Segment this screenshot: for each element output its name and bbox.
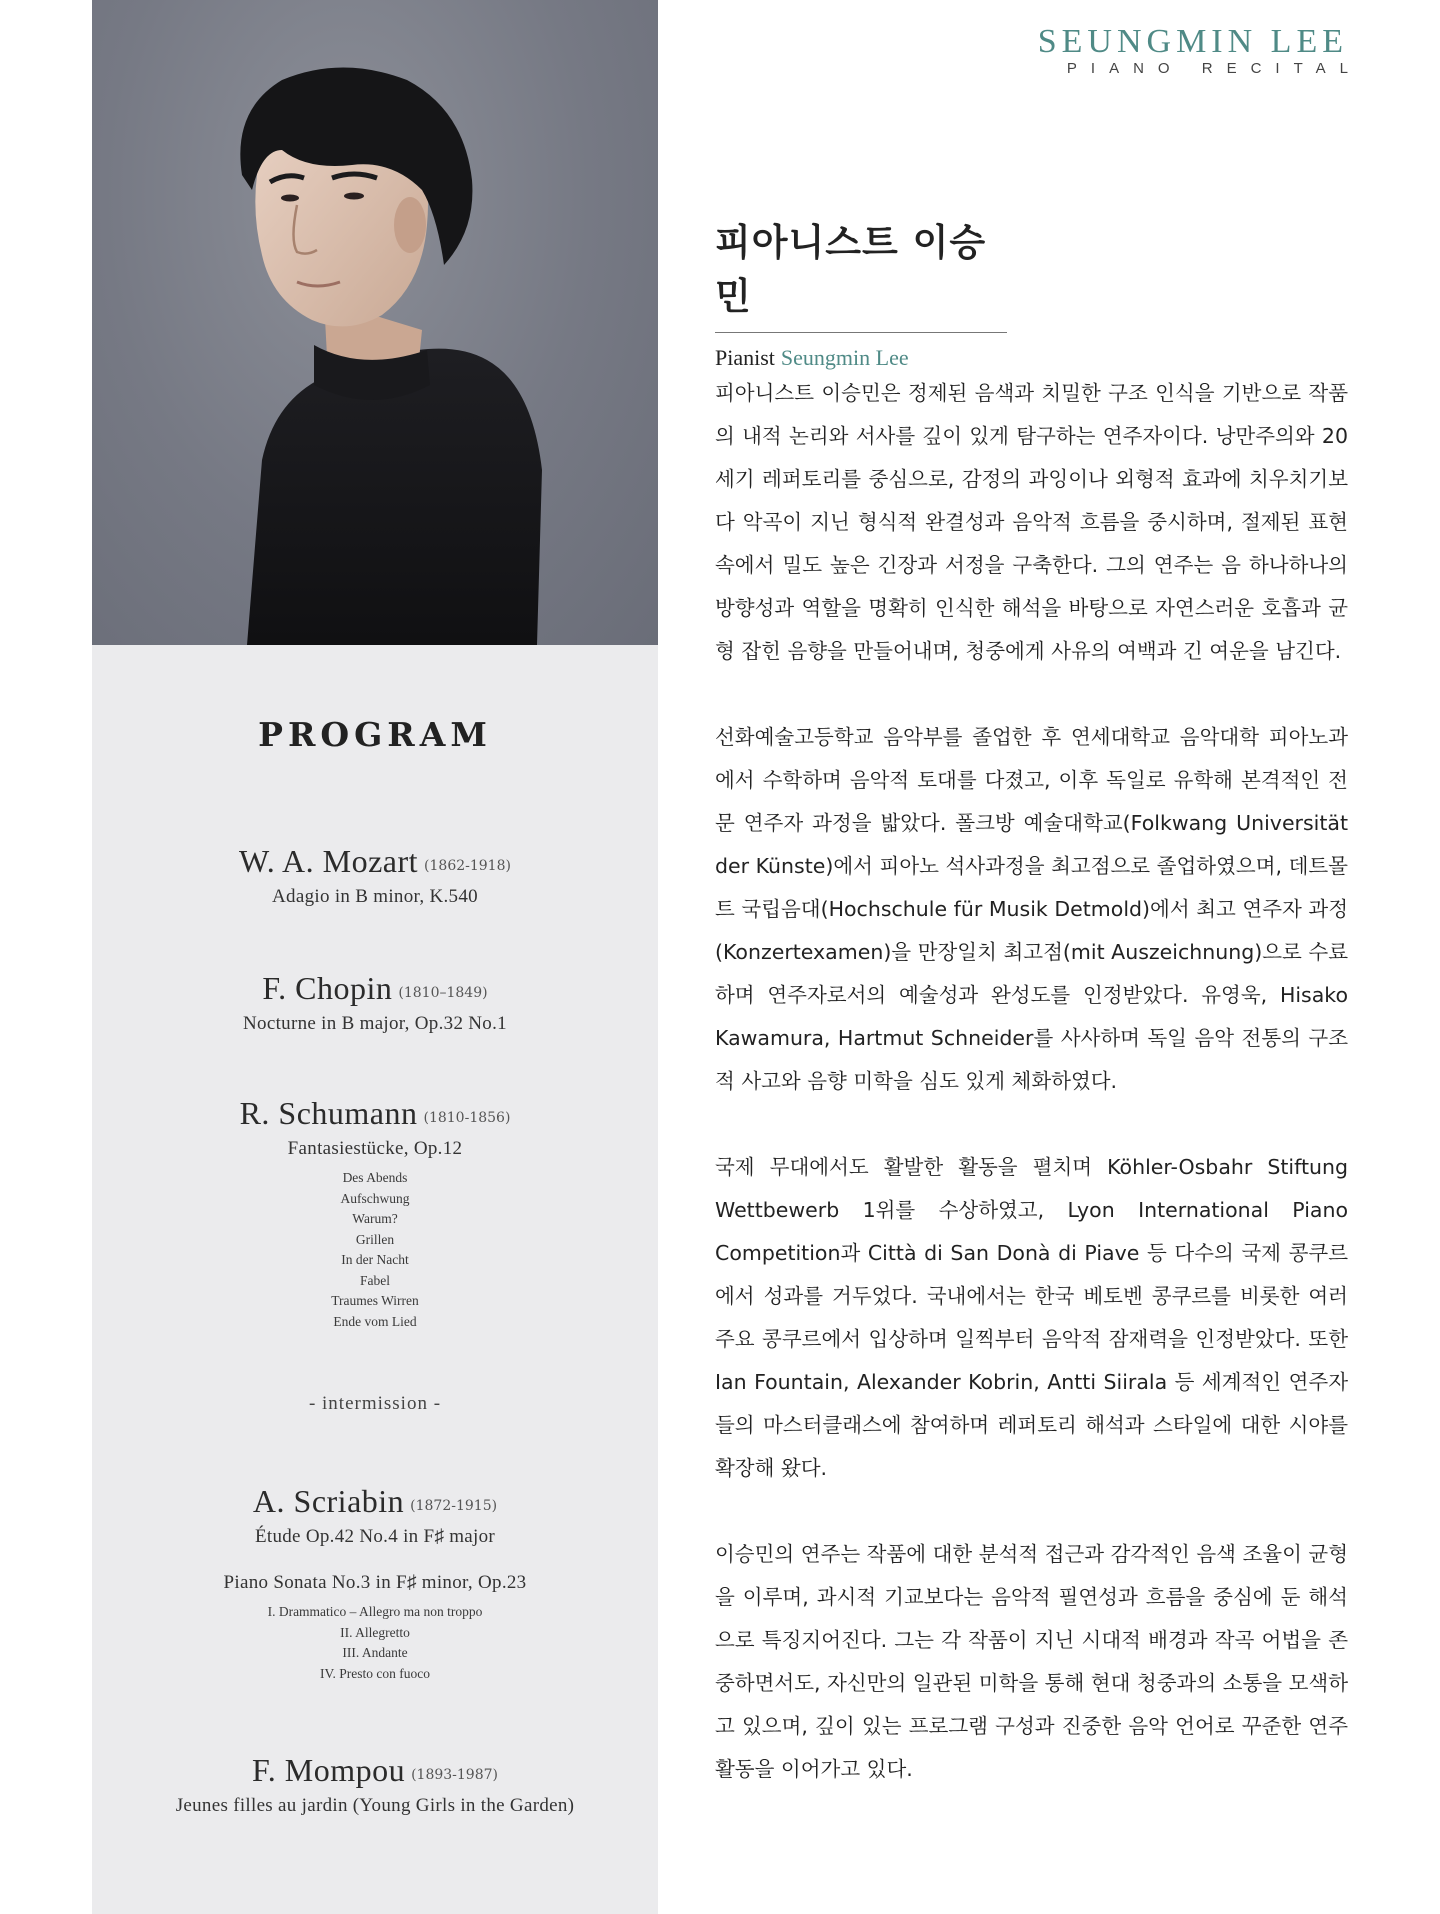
work-title-2: Piano Sonata No.3 in F♯ minor, Op.23 <box>223 1572 527 1593</box>
composer-name: R. Schumann <box>239 1095 418 1131</box>
program-piece-schumann <box>92 1095 658 1332</box>
intermission-label: - intermission - <box>308 1393 442 1414</box>
bio-paragraph: 피아니스트 이승민은 정제된 음색과 치밀한 구조 인식을 기반으로 작품의 내적 논리와 서사를 깊이 있게 탐구하는 연주자이다. 낭만주의와 20세기 레퍼토리를 중심으로, 감정의 과잉이나 외형적 효과에 치우치기보다 악곡이 지닌 형식적 완결성과 음악적 흐름을 중시하며, 절제된 표현 속에서 밀도 높은 긴장과 서정을 구축한다. 그의 연주는 음 하나하나의 방향성과 역할을 명확히 인식한 해석을 바탕으로 자연스러운 호흡과 균형 잡힌 음향을 만들어내며, 청중에게 사유의 여백과 긴 여운을 남긴다. <box>715 381 1348 663</box>
movement-list <box>92 1602 658 1684</box>
composer-name: W. A. Mozart <box>239 843 419 879</box>
portrait-illustration <box>92 0 658 645</box>
bio-role: Pianist <box>715 345 775 370</box>
bio-header <box>715 212 1007 371</box>
movement-item: IV. Presto con fuoco <box>320 1665 430 1681</box>
movement-item: Des Abends <box>342 1170 408 1185</box>
bio-name: Seungmin Lee <box>780 345 909 370</box>
composer-years: (1893-1987) <box>411 1767 498 1783</box>
bio-title-korean: 피아니스트 이승민 <box>715 212 1007 333</box>
program-heading: PROGRAM <box>258 715 492 754</box>
work-title: Jeunes filles au jardin (Young Girls in the Garden) <box>175 1795 575 1816</box>
movement-list <box>92 1168 658 1332</box>
movement-item: Fabel <box>360 1272 390 1288</box>
composer-years: (1810-1856) <box>423 1110 511 1126</box>
movement-item: III. Andante <box>342 1645 408 1660</box>
bio-paragraph: 이승민의 연주는 작품에 대한 분석적 접근과 감각적인 음색 조율이 균형을 이루며, 과시적 기교보다는 음악적 필연성과 흐름을 중심에 둔 해석으로 특징지어진다. 그는 각 작품이 지닌 시대적 배경과 작곡 어법을 존중하면서도, 자신만의 일관된 미학을 통해 현대 청중과의 소통을 모색하고 있으며, 깊이 있는 프로그램 구성과 진중한 음악 언어로 꾸준한 연주 활동을 이어가고 있다. <box>715 1542 1348 1781</box>
movement-item: II. Allegretto <box>340 1624 410 1640</box>
movement-item: Warum? <box>352 1211 398 1226</box>
brand-logo <box>1037 23 1362 78</box>
program-section <box>92 645 658 1914</box>
biography <box>715 372 1348 1834</box>
composer-name: F. Mompou <box>252 1752 406 1788</box>
bio-paragraph: 선화예술고등학교 음악부를 졸업한 후 연세대학교 음악대학 피아노과에서 수학하며 음악적 토대를 다졌고, 이후 독일로 유학해 본격적인 전문 연주자 과정을 밟았다. 폴크방 예술대학교(Folkwang Universität der Künste)에서 피아노 석사과정을 최고점으로 졸업하였으며, 데트몰트 국립음대(Hochschule für Musik Detmold)에서 최고 연주자 과정(Konzertexamen)을 만장일치 최고점(mit Auszeichnung)으로 수료하며 연주자로서의 예술성과 완성도를 인정받았다. 유영욱, Hisako Kawamura, Hartmut Schneider를 사사하며 독일 음악 전통의 구조적 사고와 음향 미학을 심도 있게 체화하였다. <box>715 725 1348 1093</box>
program-piece-mozart <box>92 843 658 908</box>
movement-item: Grillen <box>355 1231 395 1247</box>
left-column <box>92 0 658 1914</box>
composer-years: (1810–1849) <box>398 985 488 1001</box>
program-piece-scriabin <box>92 1483 658 1684</box>
brand-name: SEUNGMIN LEE <box>1037 23 1348 60</box>
composer-name: A. Scriabin <box>252 1483 405 1519</box>
portrait-photo <box>92 0 658 645</box>
movement-item: I. Drammatico – Allegro ma non troppo <box>267 1604 483 1619</box>
work-title: Étude Op.42 No.4 in F♯ major <box>254 1526 496 1547</box>
work-title: Nocturne in B major, Op.32 No.1 <box>243 1013 507 1034</box>
bio-paragraph: 국제 무대에서도 활발한 활동을 펼치며 Köhler-Osbahr Stiftung Wettbewerb 1위를 수상하였고, Lyon International Piano Competition과 Città di San Donà di Piave 등 다수의 국제 콩쿠르에서 성과를 거두었다. 국내에서는 한국 베토벤 콩쿠르를 비롯한 여러 주요 콩쿠르에서 입상하며 일찍부터 음악적 잠재력을 인정받았다. 또한 Ian Fountain, Alexander Kobrin, Antti Siirala 등 세계적인 연주자들의 마스터클래스에 참여하며 레퍼토리 해석과 스타일에 대한 시야를 확장해 왔다. <box>715 1155 1348 1480</box>
composer-years: (1872-1915) <box>410 1498 498 1514</box>
program-piece-mompou <box>92 1752 658 1817</box>
brand-subtitle: PIANO RECITAL <box>1066 60 1362 77</box>
bio-title-english <box>715 345 1007 371</box>
work-title: Fantasiestücke, Op.12 <box>287 1138 463 1159</box>
work-title: Adagio in B minor, K.540 <box>272 886 478 907</box>
movement-item: Traumes Wirren <box>331 1293 419 1308</box>
composer-name: F. Chopin <box>262 970 393 1006</box>
movement-item: In der Nacht <box>341 1252 409 1267</box>
movement-item: Aufschwung <box>340 1190 410 1206</box>
program-piece-chopin <box>92 970 658 1035</box>
composer-years: (1862-1918) <box>424 858 511 874</box>
movement-item: Ende vom Lied <box>333 1313 417 1329</box>
